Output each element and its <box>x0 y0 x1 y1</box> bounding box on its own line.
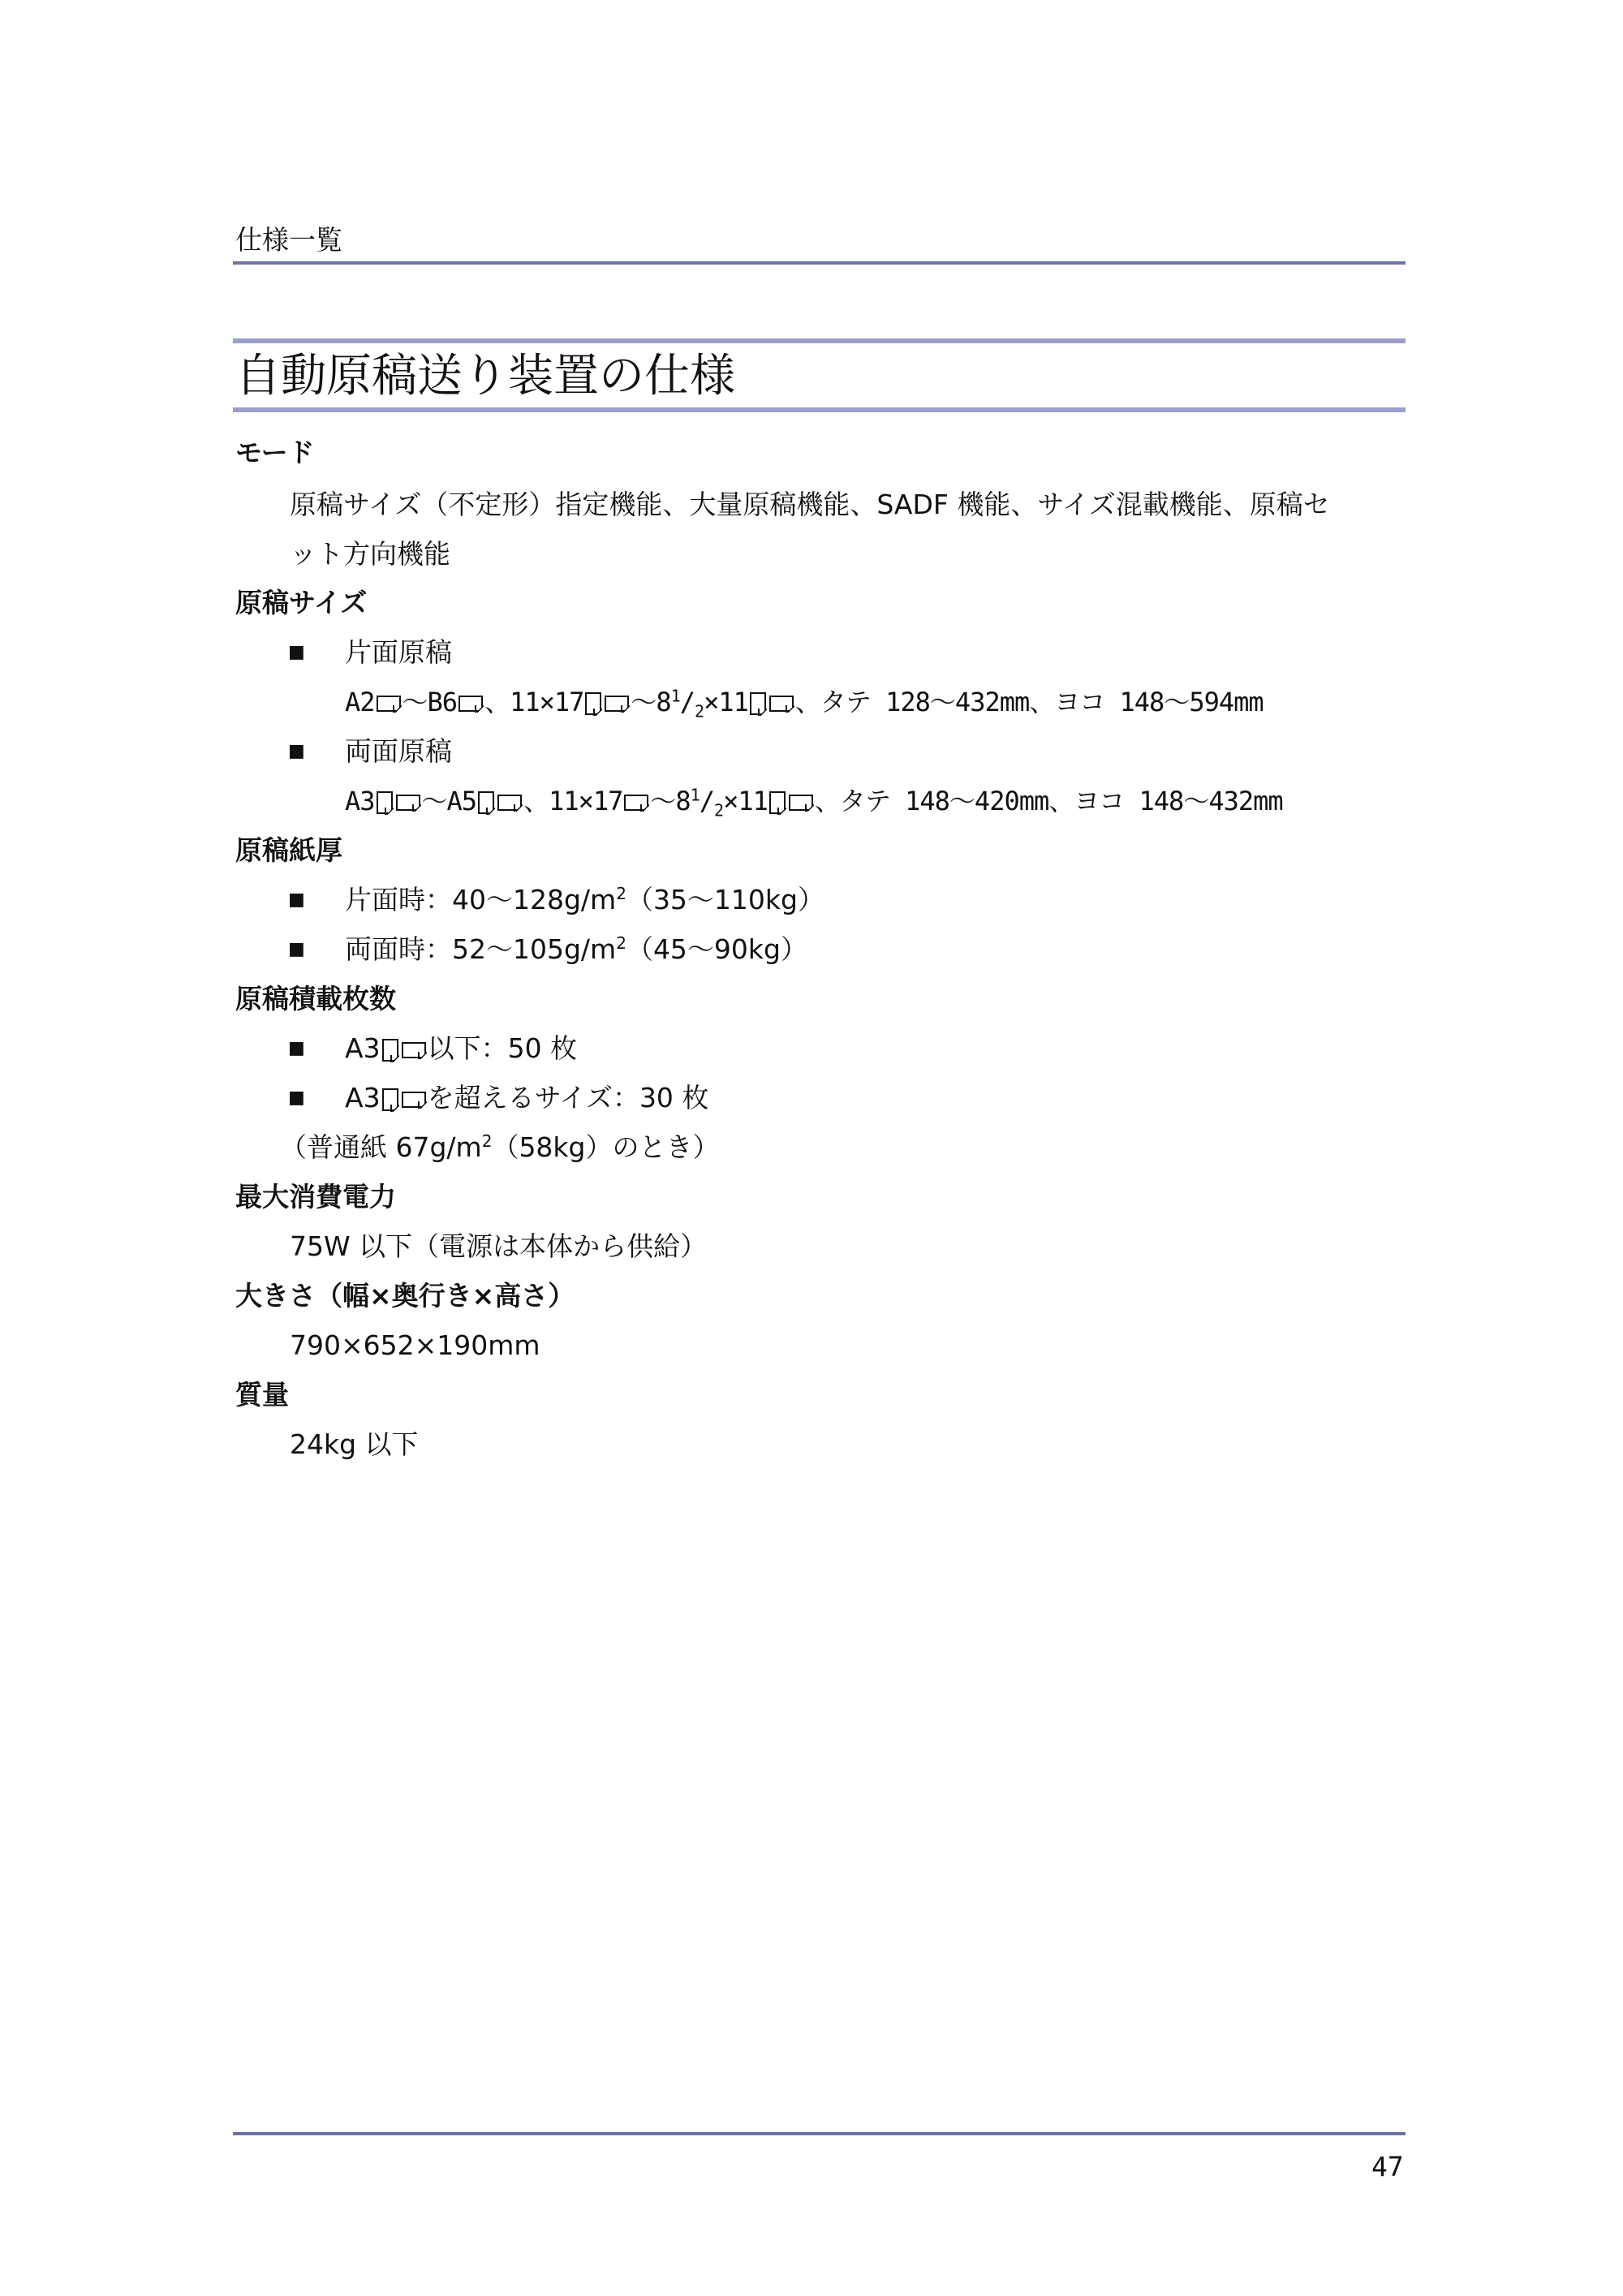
dimensions-value: 790×652×190mm <box>290 1329 540 1361</box>
capacity-note <box>280 1130 720 1165</box>
portrait-orientation-icon <box>585 692 601 715</box>
bullet-icon: ■ <box>288 939 305 959</box>
capacity-item-1 <box>345 1031 577 1066</box>
header-rule <box>233 261 1406 265</box>
landscape-orientation-icon <box>396 795 420 811</box>
size-text: 、11×17 <box>523 786 623 816</box>
portrait-orientation-icon <box>478 791 494 814</box>
portrait-orientation-icon <box>377 791 393 814</box>
double-sided-sizes <box>345 783 1283 819</box>
landscape-orientation-icon <box>377 696 401 712</box>
superscript: 2 <box>616 884 626 903</box>
fraction-slash: / <box>699 786 715 816</box>
bullet-icon: ■ <box>288 741 305 761</box>
fraction-denominator: 2 <box>695 701 704 722</box>
superscript: 2 <box>616 933 626 953</box>
double-thickness <box>345 932 807 967</box>
size-text: ×11 <box>723 786 768 816</box>
footer-rule <box>233 2132 1406 2135</box>
weight-heading: 質量 <box>235 1379 289 1411</box>
portrait-orientation-icon <box>382 1039 398 1062</box>
landscape-orientation-icon <box>402 1042 426 1058</box>
single-sided-sizes <box>345 684 1264 720</box>
capacity-heading: 原稿積載枚数 <box>235 983 396 1014</box>
superscript: 2 <box>481 1131 493 1151</box>
size-text: 〜A5 <box>421 786 477 816</box>
note-text: （普通紙 67g/m <box>280 1131 482 1163</box>
capacity-item-2 <box>345 1080 708 1116</box>
title-rule-bottom <box>233 407 1406 412</box>
landscape-orientation-icon <box>402 1092 426 1108</box>
size-text: A3 <box>345 786 375 816</box>
size-text: A2 <box>345 687 375 717</box>
note-text: （58kg）のとき） <box>492 1131 720 1163</box>
fraction-denominator: 2 <box>714 800 724 821</box>
size-text: ×11 <box>704 687 748 717</box>
size-text: 〜8 <box>650 786 691 816</box>
landscape-orientation-icon <box>769 696 794 712</box>
size-text: 、11×17 <box>484 687 584 717</box>
bullet-icon: ■ <box>288 1088 305 1108</box>
capacity-text: A3 <box>345 1032 381 1064</box>
thickness-text: （35〜110kg） <box>626 884 824 915</box>
bullet-icon: ■ <box>288 1038 305 1058</box>
mode-text-line2: ット方向機能 <box>290 538 450 570</box>
power-heading: 最大消費電力 <box>235 1181 396 1213</box>
size-text: 〜B6 <box>402 687 458 717</box>
landscape-orientation-icon <box>497 795 522 811</box>
page-title: 自動原稿送り装置の仕様 <box>235 350 735 403</box>
size-text: 、タテ 148〜420mm、ヨコ 148〜432mm <box>814 786 1283 816</box>
portrait-orientation-icon <box>750 692 766 715</box>
landscape-orientation-icon <box>624 795 648 811</box>
size-text: 〜8 <box>631 687 671 717</box>
thickness-text: （45〜90kg） <box>626 933 807 965</box>
weight-value: 24kg 以下 <box>290 1428 419 1460</box>
running-header: 仕様一覧 <box>235 224 342 256</box>
bullet-icon: ■ <box>288 890 305 910</box>
bullet-icon: ■ <box>288 642 305 662</box>
dimensions-heading: 大きさ（幅×奥行き×高さ） <box>235 1280 575 1312</box>
landscape-orientation-icon <box>789 795 813 811</box>
thickness-text: 両面時：52〜105g/m <box>345 933 617 965</box>
fraction-numerator: 1 <box>670 686 680 706</box>
fraction-slash: / <box>679 687 695 717</box>
mode-text-line1: 原稿サイズ（不定形）指定機能、大量原稿機能、SADF 機能、サイズ混載機能、原稿セ <box>290 489 1330 520</box>
fraction-numerator: 1 <box>690 785 700 805</box>
thickness-text: 片面時：40〜128g/m <box>345 884 617 915</box>
mode-heading: モード <box>235 437 315 468</box>
page-number: 47 <box>1371 2151 1404 2182</box>
title-rule-top <box>233 338 1406 343</box>
capacity-text: A3 <box>345 1082 381 1114</box>
double-sided-label: 両面原稿 <box>345 735 452 767</box>
capacity-text: 以下：50 枚 <box>427 1032 578 1064</box>
capacity-text: を超えるサイズ：30 枚 <box>427 1082 709 1114</box>
paper-thickness-heading: 原稿紙厚 <box>235 834 342 866</box>
size-text: 、タテ 128〜432mm、ヨコ 148〜594mm <box>794 687 1264 717</box>
single-thickness <box>345 882 824 918</box>
landscape-orientation-icon <box>605 696 629 712</box>
portrait-orientation-icon <box>769 791 786 814</box>
portrait-orientation-icon <box>382 1088 398 1111</box>
single-sided-label: 片面原稿 <box>345 636 452 668</box>
power-value: 75W 以下（電源は本体から供給） <box>290 1230 708 1262</box>
landscape-orientation-icon <box>458 696 483 712</box>
original-size-heading: 原稿サイズ <box>235 587 368 618</box>
